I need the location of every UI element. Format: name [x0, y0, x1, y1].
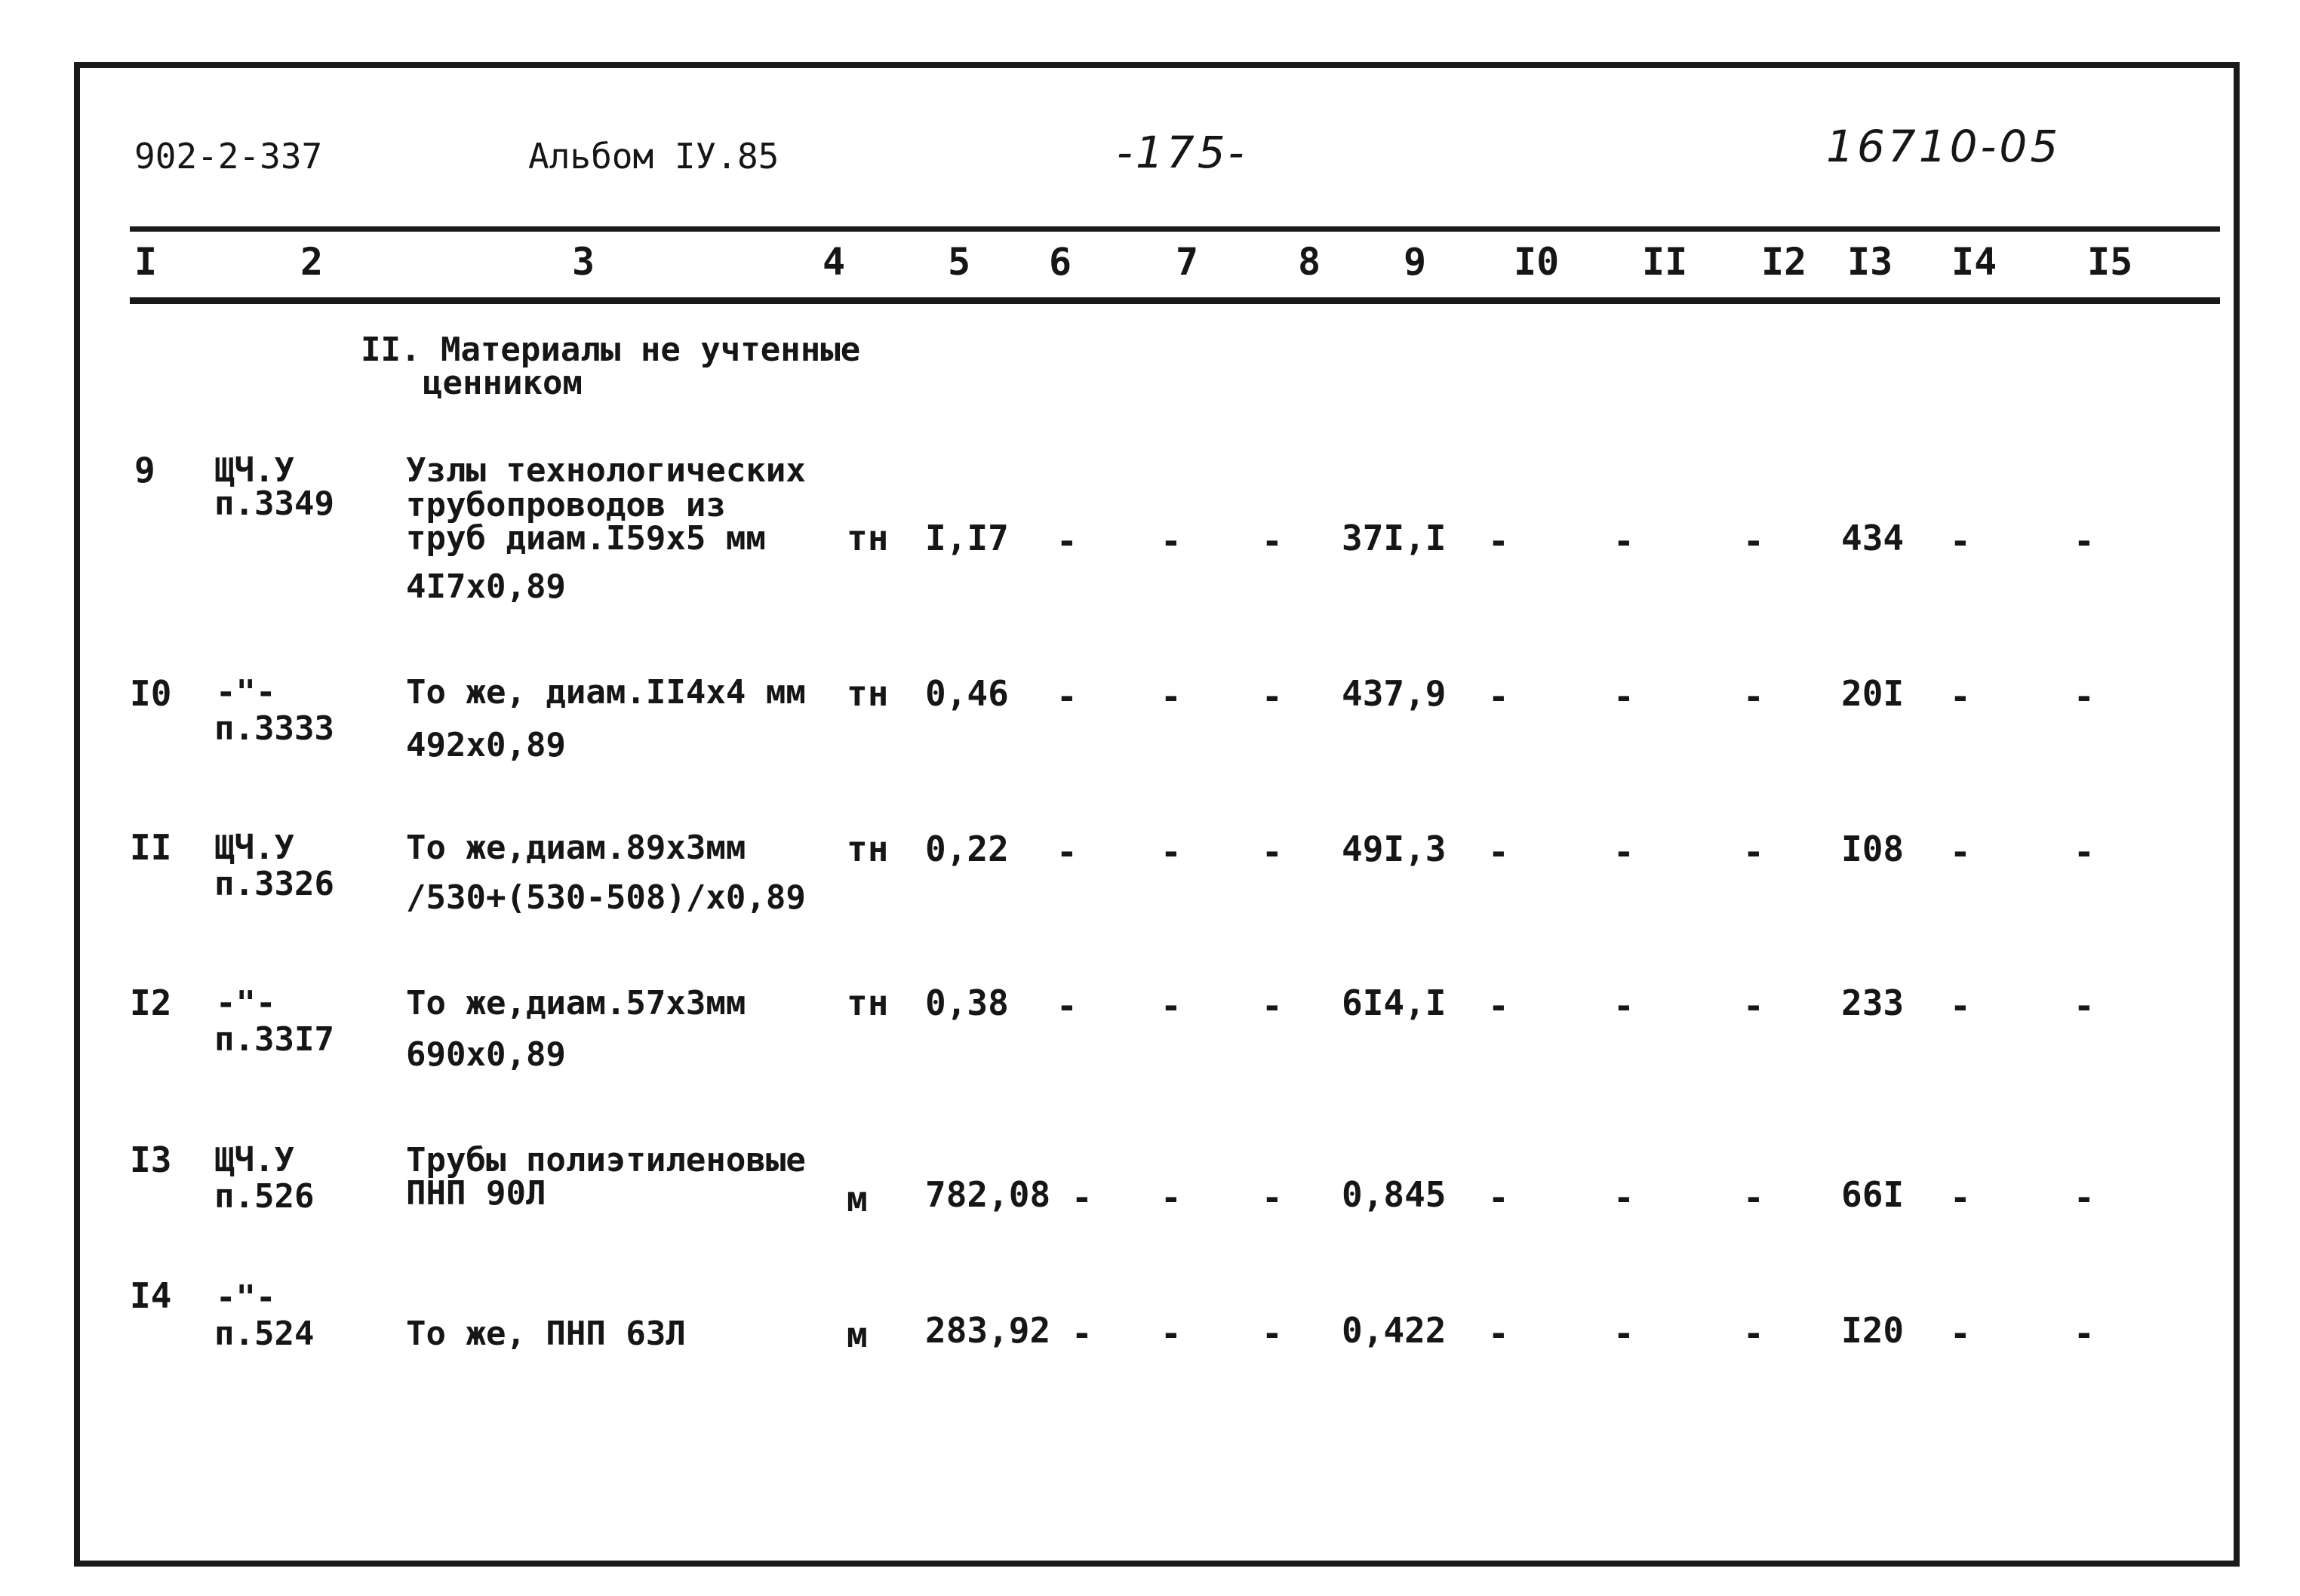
description-line: То же, диам.II4x4 мм [406, 673, 806, 712]
price-reference: -"- [216, 1278, 276, 1317]
value-col-6: - [1056, 832, 1078, 872]
description-line: То же, ПНП 63Л [406, 1315, 686, 1353]
value-col-7: - [1161, 986, 1182, 1026]
total-cost: 20I [1841, 673, 1905, 714]
unit: м [847, 1315, 868, 1355]
total-cost: I20 [1841, 1310, 1905, 1351]
row-number: I4 [130, 1275, 172, 1316]
price-formula: 690x0,89 [406, 1035, 566, 1074]
price-item: п.3333 [214, 709, 334, 748]
quantity: 283,92 [925, 1310, 1051, 1351]
description-line: ПНП 90Л [406, 1174, 546, 1213]
price-item: п.3349 [214, 484, 334, 523]
price-item: п.526 [214, 1177, 315, 1216]
value-col-10: - [1488, 1177, 1509, 1218]
col-header-2: 2 [300, 240, 324, 284]
value-col-15: - [2074, 521, 2095, 561]
value-col-7: - [1161, 521, 1182, 561]
description-line: То же,диам.89x3мм [406, 829, 746, 867]
value-col-10: - [1488, 1313, 1509, 1354]
value-col-7: - [1161, 676, 1182, 717]
value-col-11: - [1613, 1313, 1634, 1354]
document-code: 902-2-337 [134, 136, 323, 177]
description-line: Узлы технологических [406, 451, 806, 490]
price-reference: ЩЧ.У [214, 829, 294, 867]
value-col-15: - [2074, 986, 2095, 1026]
row-number: I2 [130, 983, 172, 1023]
value-col-12: - [1743, 1313, 1764, 1354]
value-col-14: - [1950, 1177, 1971, 1218]
value-col-14: - [1950, 676, 1971, 717]
quantity: 782,08 [925, 1174, 1051, 1215]
value-col-11: - [1613, 1177, 1634, 1218]
col-header-15: I5 [2087, 240, 2133, 284]
col-header-13: I3 [1847, 240, 1893, 284]
col-header-14: I4 [1951, 240, 1997, 284]
unit: тн [847, 983, 889, 1023]
quantity: I,I7 [925, 518, 1009, 558]
unit: м [847, 1179, 868, 1219]
price-item: п.524 [214, 1315, 315, 1353]
value-col-14: - [1950, 832, 1971, 872]
value-col-7: - [1161, 1313, 1182, 1354]
value-col-8: - [1262, 1313, 1283, 1354]
unit-price: 0,422 [1342, 1310, 1447, 1351]
unit: тн [847, 673, 889, 714]
value-col-8: - [1262, 832, 1283, 872]
total-cost: I08 [1841, 829, 1905, 869]
value-col-15: - [2074, 1177, 2095, 1218]
unit-price: 37I,I [1342, 518, 1447, 558]
col-header-12: I2 [1761, 240, 1807, 284]
value-col-12: - [1743, 1177, 1764, 1218]
price-formula: 492x0,89 [406, 726, 566, 764]
row-number: II [130, 827, 172, 868]
value-col-15: - [2074, 1313, 2095, 1354]
total-cost: 66I [1841, 1174, 1905, 1215]
value-col-6: - [1072, 1177, 1093, 1218]
page-number: -175- [1117, 127, 1247, 178]
col-header-5: 5 [948, 240, 971, 284]
price-formula: 4I7x0,89 [406, 567, 566, 606]
row-number: I0 [130, 673, 172, 714]
value-col-8: - [1262, 521, 1283, 561]
value-col-11: - [1613, 521, 1634, 561]
value-col-6: - [1072, 1313, 1093, 1354]
col-header-10: I0 [1514, 240, 1560, 284]
price-reference: ЩЧ.У [214, 1141, 294, 1179]
row-number: 9 [134, 450, 155, 490]
col-header-11: II [1642, 240, 1688, 284]
total-cost: 233 [1841, 983, 1905, 1023]
value-col-12: - [1743, 832, 1764, 872]
value-col-6: - [1056, 986, 1078, 1026]
unit-price: 49I,3 [1342, 829, 1447, 869]
value-col-15: - [2074, 832, 2095, 872]
description-line: Трубы полиэтиленовые [406, 1141, 806, 1179]
price-reference: ЩЧ.У [214, 451, 294, 490]
value-col-11: - [1613, 986, 1634, 1026]
quantity: 0,46 [925, 673, 1009, 714]
price-formula: /530+(530-508)/x0,89 [406, 878, 806, 917]
album-label: Альбом IУ.85 [528, 136, 779, 177]
value-col-8: - [1262, 1177, 1283, 1218]
price-reference: -"- [216, 984, 276, 1022]
value-col-10: - [1488, 986, 1509, 1026]
price-reference: -"- [216, 673, 276, 712]
value-col-7: - [1161, 832, 1182, 872]
unit-price: 437,9 [1342, 673, 1447, 714]
header-top-rule [130, 226, 2220, 232]
col-header-3: 3 [572, 240, 595, 284]
col-header-8: 8 [1298, 240, 1321, 284]
quantity: 0,22 [925, 829, 1009, 869]
unit-price: 0,845 [1342, 1174, 1447, 1215]
unit: тн [847, 829, 889, 869]
value-col-10: - [1488, 832, 1509, 872]
value-col-15: - [2074, 676, 2095, 717]
col-header-4: 4 [823, 240, 846, 284]
value-col-14: - [1950, 521, 1971, 561]
value-col-7: - [1161, 1177, 1182, 1218]
total-cost: 434 [1841, 518, 1905, 558]
col-header-1: I [134, 240, 158, 284]
price-item: п.33I7 [214, 1020, 334, 1059]
page-frame [74, 62, 2240, 1567]
value-col-10: - [1488, 676, 1509, 717]
section-title: II. Материалы не учтенные [361, 331, 861, 369]
value-col-6: - [1056, 676, 1078, 717]
unit-price: 6I4,I [1342, 983, 1447, 1023]
description-line: трубопроводов из [406, 486, 726, 524]
value-col-12: - [1743, 521, 1764, 561]
drawing-number: 16710-05 [1826, 121, 2062, 172]
col-header-7: 7 [1176, 240, 1199, 284]
value-col-10: - [1488, 521, 1509, 561]
value-col-11: - [1613, 676, 1634, 717]
col-header-6: 6 [1049, 240, 1072, 284]
row-number: I3 [130, 1139, 172, 1180]
value-col-14: - [1950, 986, 1971, 1026]
value-col-11: - [1613, 832, 1634, 872]
unit: тн [847, 518, 889, 558]
value-col-12: - [1743, 986, 1764, 1026]
quantity: 0,38 [925, 983, 1009, 1023]
col-header-9: 9 [1404, 240, 1427, 284]
value-col-8: - [1262, 676, 1283, 717]
description-line: То же,диам.57x3мм [406, 984, 746, 1022]
description-line: труб диам.I59x5 мм [406, 519, 766, 558]
header-bottom-rule [130, 297, 2220, 304]
value-col-8: - [1262, 986, 1283, 1026]
value-col-14: - [1950, 1313, 1971, 1354]
value-col-12: - [1743, 676, 1764, 717]
price-item: п.3326 [214, 865, 334, 903]
value-col-6: - [1056, 521, 1078, 561]
section-title-line2: ценником [423, 364, 583, 402]
